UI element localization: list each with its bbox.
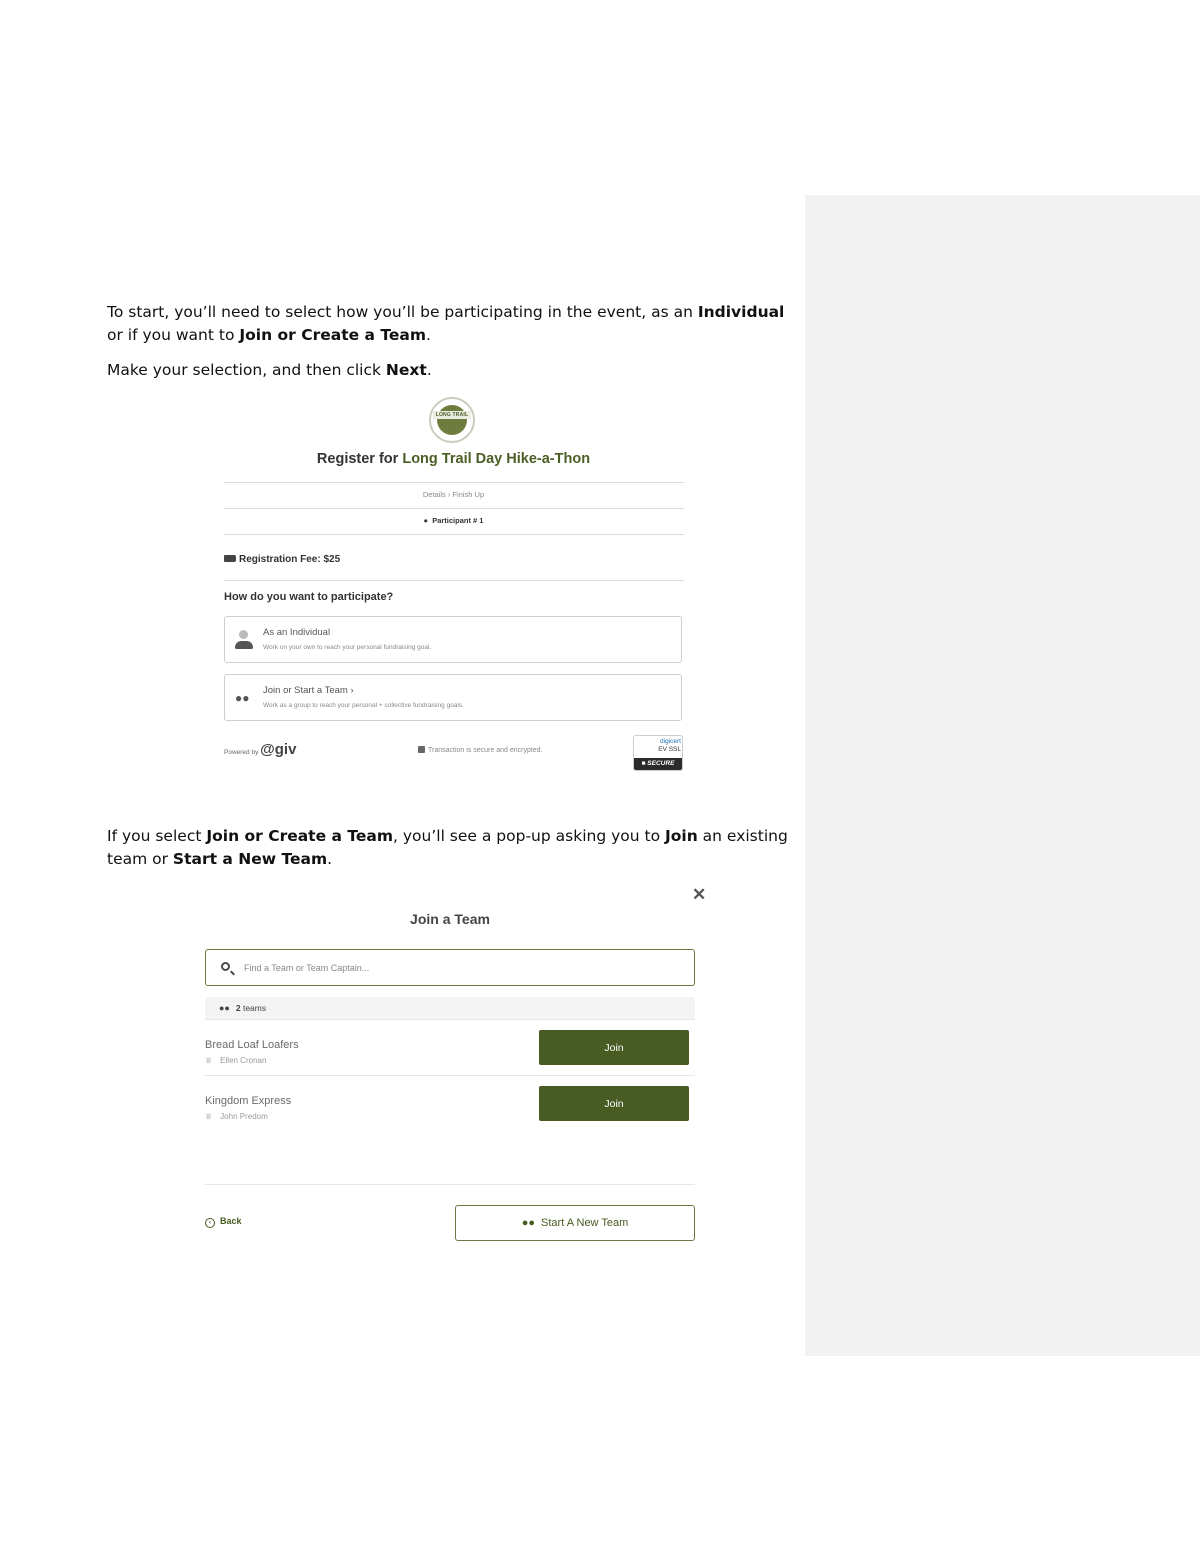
divider bbox=[205, 1184, 695, 1185]
intro-paragraph bbox=[107, 301, 797, 347]
para-bold: Join bbox=[664, 827, 698, 845]
para-bold: Individual bbox=[697, 303, 785, 321]
search-input[interactable] bbox=[242, 958, 676, 978]
back-label: Back bbox=[220, 1216, 242, 1226]
registration-title bbox=[222, 451, 685, 467]
option-team[interactable] bbox=[224, 674, 682, 721]
fee-text: Registration Fee: $25 bbox=[239, 554, 341, 565]
logo-text: LONG TRAIL bbox=[433, 411, 471, 419]
crown-icon: ♕ bbox=[205, 1112, 213, 1121]
title-prefix: Register for bbox=[316, 451, 403, 467]
join-team-modal bbox=[204, 885, 714, 1250]
para-text: or if you want to bbox=[107, 326, 240, 344]
para-text: . bbox=[426, 361, 432, 379]
search-box bbox=[205, 949, 695, 986]
para-text: To start, you’ll need to select how you’ll be participating in the event, as an bbox=[107, 303, 698, 321]
registration-fee bbox=[224, 554, 340, 565]
logo-emblem-icon bbox=[437, 405, 467, 435]
back-arrow-icon: ‹ bbox=[205, 1218, 215, 1228]
participant-label bbox=[222, 516, 685, 525]
para-text: Make your selection, and then click bbox=[107, 361, 386, 379]
divider bbox=[224, 580, 684, 581]
digicert-badge bbox=[633, 735, 683, 771]
tag-icon bbox=[224, 555, 236, 562]
divider bbox=[224, 508, 684, 509]
team-captain bbox=[205, 1056, 266, 1065]
person-icon: ● bbox=[423, 516, 429, 525]
new-team-label: Start A New Team bbox=[541, 1217, 629, 1229]
start-new-team-button[interactable] bbox=[455, 1205, 695, 1241]
para-text: , you’ll see a pop-up asking you to bbox=[393, 827, 665, 845]
para-bold: Next bbox=[385, 361, 427, 379]
secure-text: Transaction is secure and encrypted. bbox=[428, 747, 543, 754]
powered-by bbox=[224, 741, 296, 758]
crown-icon: ♕ bbox=[205, 1056, 213, 1065]
count-number: 2 bbox=[235, 1003, 241, 1013]
team-name: Bread Loaf Loafers bbox=[205, 1039, 299, 1051]
group-icon: ●● bbox=[521, 1217, 536, 1229]
option-description: Work on your own to reach your personal fundraising goal. bbox=[263, 644, 432, 651]
option-title: Join or Start a Team › bbox=[263, 685, 354, 696]
modal-title: Join a Team bbox=[410, 911, 490, 927]
team-name: Kingdom Express bbox=[205, 1095, 292, 1107]
para-text: an existing team or bbox=[107, 827, 788, 868]
para-text: . bbox=[327, 850, 333, 868]
join-button[interactable]: Join bbox=[539, 1086, 689, 1121]
divider bbox=[224, 482, 684, 483]
group-icon: ●● bbox=[235, 691, 250, 705]
para-text: If you select bbox=[107, 827, 207, 845]
secure-note bbox=[418, 746, 543, 754]
selection-paragraph bbox=[107, 359, 797, 382]
join-button[interactable]: Join bbox=[539, 1030, 689, 1065]
captain-name: Ellen Cronan bbox=[220, 1056, 267, 1065]
participation-question: How do you want to participate? bbox=[224, 591, 394, 603]
secure-label: ■ SECURE bbox=[634, 758, 682, 770]
team-count bbox=[205, 997, 695, 1020]
para-text: . bbox=[426, 326, 431, 344]
para-bold: Start a New Team bbox=[172, 850, 328, 868]
team-row bbox=[205, 1035, 695, 1089]
search-icon bbox=[221, 962, 230, 971]
person-icon bbox=[235, 630, 253, 650]
divider bbox=[205, 1075, 695, 1076]
option-description: Work as a group to reach your personal + collective fundraising goals. bbox=[263, 702, 464, 709]
registration-screenshot bbox=[222, 395, 685, 780]
digicert-brand: digicert EV SSL bbox=[658, 738, 681, 753]
option-individual[interactable] bbox=[224, 616, 682, 663]
team-row bbox=[205, 1091, 695, 1145]
givi-logo: @giv bbox=[260, 741, 297, 758]
participant-text: Participant # 1 bbox=[432, 516, 484, 525]
long-trail-logo bbox=[429, 397, 475, 443]
count-label: teams bbox=[240, 1003, 267, 1013]
option-title: As an Individual bbox=[263, 627, 331, 638]
people-icon: ●● bbox=[219, 1003, 230, 1013]
para-bold: Join or Create a Team bbox=[239, 326, 427, 344]
comment-pane bbox=[805, 195, 1200, 1356]
event-name: Long Trail Day Hike-a-Thon bbox=[402, 451, 591, 467]
close-icon[interactable]: ✕ bbox=[692, 885, 707, 904]
para-bold: Join or Create a Team bbox=[206, 827, 393, 845]
captain-name: John Predom bbox=[220, 1112, 268, 1121]
breadcrumb: Details › Finish Up bbox=[422, 490, 485, 499]
team-paragraph bbox=[107, 825, 797, 871]
divider bbox=[224, 534, 684, 535]
powered-text: Powered by bbox=[224, 749, 259, 756]
lock-icon bbox=[418, 746, 425, 753]
back-link[interactable] bbox=[205, 1216, 242, 1228]
team-captain bbox=[205, 1112, 268, 1121]
